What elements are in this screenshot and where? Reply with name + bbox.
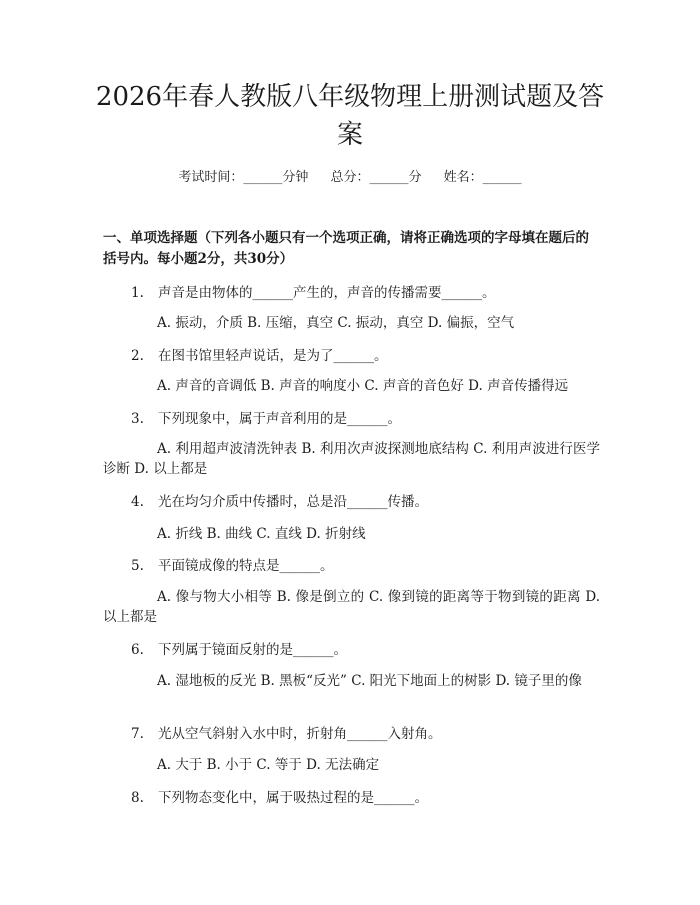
question-number: 3. xyxy=(131,411,144,427)
question-stem: 在图书馆里轻声说话，是为了______。 xyxy=(158,348,388,364)
question-stem: 下列属于镜面反射的是______。 xyxy=(158,642,347,658)
question-number: 5. xyxy=(131,558,144,574)
question-1-options: A. 振动，介质 B. 压缩，真空 C. 振动，真空 D. 偏振，空气 xyxy=(157,315,515,331)
question-6-options: A. 湿地板的反光 B. 黑板“反光” C. 阳光下地面上的树影 D. 镜子里的像 xyxy=(157,673,582,689)
question-number: 2. xyxy=(131,348,144,364)
question-number: 7. xyxy=(131,726,144,742)
question-3-options: A. 利用超声波清洗钟表 B. 利用次声波探测地底结构 C. 利用声波进行医学诊断 D. 以上都是 xyxy=(103,441,600,477)
question-stem: 下列现象中，属于声音利用的是______。 xyxy=(158,411,401,427)
question-stem: 光从空气斜射入水中时，折射角______入射角。 xyxy=(158,726,442,742)
question-number: 4. xyxy=(131,494,144,510)
question-5-options: A. 像与物大小相等 B. 像是倒立的 C. 像到镜的距离等于物到镜的距离 D. 以上都是 xyxy=(103,589,600,625)
question-stem: 光在均匀介质中传播时，总是沿______传播。 xyxy=(158,494,428,510)
exam-time-field: 考试时间：______分钟 xyxy=(178,170,309,185)
section-header-multiple-choice: 一、单项选择题（下列各小题只有一个选项正确，请将正确选项的字母填在题后的括号内。每小题2分，共30分） xyxy=(103,230,589,267)
question-number: 6. xyxy=(131,642,144,658)
question-7-options: A. 大于 B. 小于 C. 等于 D. 无法确定 xyxy=(157,757,380,773)
question-stem: 平面镜成像的特点是______。 xyxy=(158,558,334,574)
question-2-options: A. 声音的音调低 B. 声音的响度小 C. 声音的音色好 D. 声音传播得远 xyxy=(157,378,569,394)
question-number: 8. xyxy=(131,790,144,806)
question-4-options: A. 折线 B. 曲线 C. 直线 D. 折射线 xyxy=(157,526,366,542)
student-name-field: 姓名：______ xyxy=(443,170,522,185)
question-stem: 下列物态变化中，属于吸热过程的是______。 xyxy=(158,790,428,806)
question-stem: 声音是由物体的______产生的，声音的传播需要______。 xyxy=(158,285,496,301)
total-score-field: 总分：______分 xyxy=(330,170,422,185)
document-title: 2026年春人教版八年级物理上册测试题及答案 xyxy=(95,82,605,150)
exam-info-line xyxy=(0,168,700,188)
question-number: 1. xyxy=(131,285,144,301)
